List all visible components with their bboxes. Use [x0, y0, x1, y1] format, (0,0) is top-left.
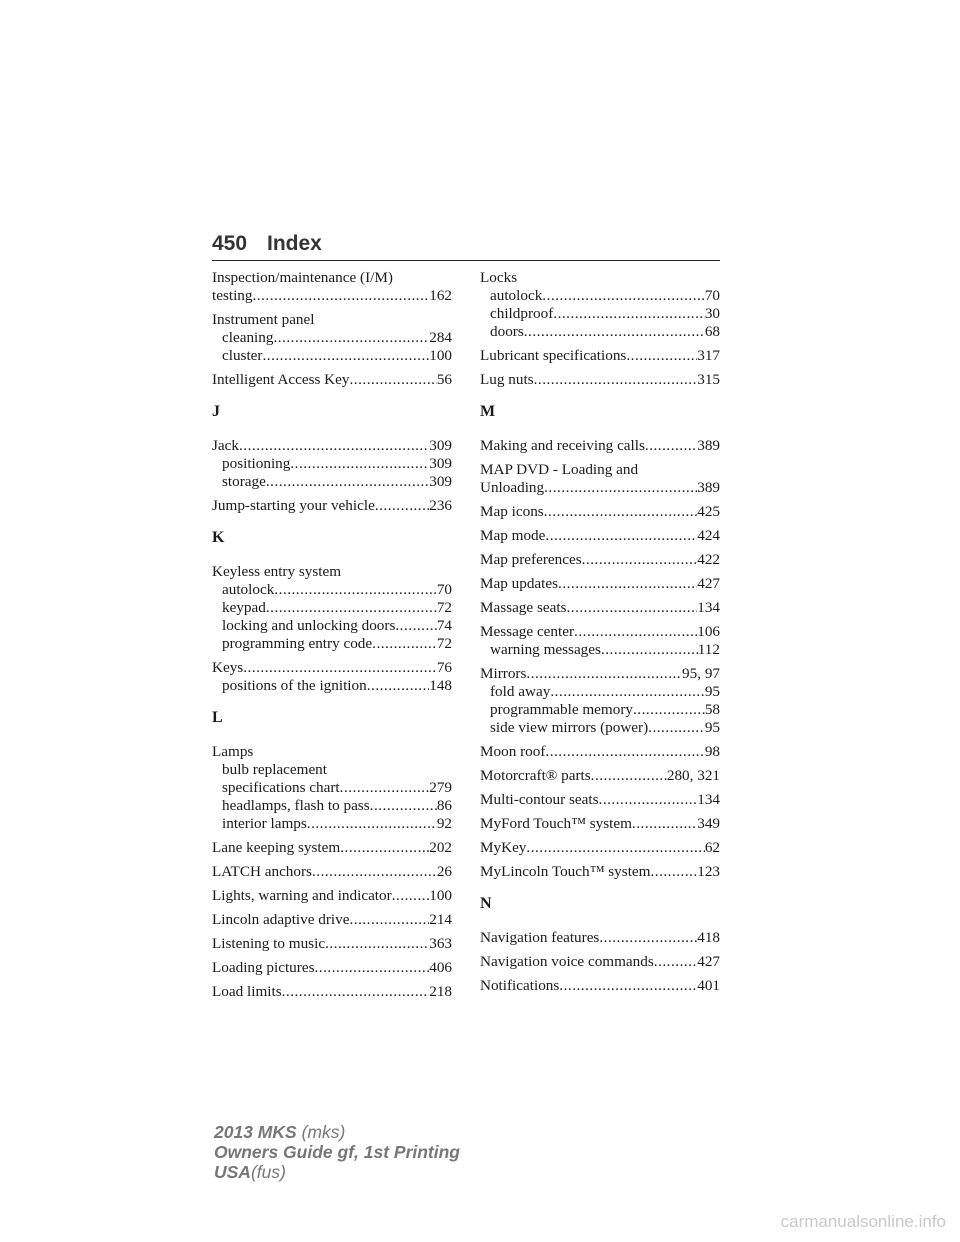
entry-text: Motorcraft® parts — [480, 767, 591, 784]
index-entry — [212, 839, 452, 857]
index-entry-line — [480, 347, 720, 365]
index-subentry-line — [212, 677, 452, 695]
entry-text: positioning — [222, 455, 291, 472]
entry-text: Mirrors — [480, 665, 527, 682]
entry-page-ref: 56 — [436, 371, 452, 388]
index-entry — [480, 839, 720, 857]
leader-dots — [312, 863, 437, 881]
index-entry-line — [480, 479, 720, 497]
index-entry-line — [480, 623, 720, 641]
entry-text: warning messages — [490, 641, 601, 658]
entry-page-ref: 317 — [697, 347, 720, 364]
footer-region: USA — [214, 1162, 251, 1182]
entry-text: Jump-starting your vehicle — [212, 497, 375, 514]
index-entry-line — [480, 953, 720, 971]
entry-page-ref: 58 — [704, 701, 720, 718]
entry-text: Lubricant specifications — [480, 347, 627, 364]
index-subentry-line — [480, 641, 720, 659]
entry-text: Moon roof — [480, 743, 546, 760]
index-entry-line — [480, 665, 720, 683]
entry-text: interior lamps — [222, 815, 307, 832]
index-subentry-line — [212, 329, 452, 347]
index-entry — [212, 311, 452, 365]
index-subentry-line — [212, 473, 452, 491]
entry-page-ref: 389 — [697, 479, 720, 496]
entry-page-ref: 100 — [429, 347, 452, 364]
index-column-right — [480, 269, 720, 1001]
entry-page-ref: 72 — [436, 635, 452, 652]
entry-page-ref: 309 — [429, 437, 452, 454]
leader-dots — [558, 575, 697, 593]
entry-text: Unloading — [480, 479, 545, 496]
leader-dots — [395, 617, 436, 635]
index-subentry-line — [480, 305, 720, 323]
entry-page-ref: 427 — [697, 953, 720, 970]
index-subentry-line — [480, 287, 720, 305]
entry-page-ref: 74 — [436, 617, 452, 634]
leader-dots — [266, 599, 437, 617]
leader-dots — [290, 455, 429, 473]
entry-page-ref: 162 — [429, 287, 452, 304]
index-entry — [480, 929, 720, 947]
page-number: 450 — [212, 232, 248, 255]
entry-page-ref: 92 — [436, 815, 452, 832]
index-entry-line — [212, 269, 452, 287]
index-entry — [212, 959, 452, 977]
entry-page-ref: 106 — [697, 623, 720, 640]
index-entry-line — [212, 659, 452, 677]
leader-dots — [650, 863, 697, 881]
leader-dots — [601, 641, 698, 659]
entry-page-ref: 30 — [704, 305, 720, 322]
entry-text: MAP DVD - Loading and — [480, 461, 639, 478]
entry-text: cluster — [222, 347, 263, 364]
index-entry — [480, 575, 720, 593]
entry-page-ref: 202 — [429, 839, 452, 856]
leader-dots — [553, 305, 705, 323]
entry-text: MyKey — [480, 839, 527, 856]
entry-text: autolock — [222, 581, 275, 598]
index-entry-line — [212, 563, 452, 581]
index-entry — [212, 437, 452, 491]
entry-text: Lights, warning and indicator — [212, 887, 392, 904]
index-entry — [480, 977, 720, 995]
leader-dots — [566, 599, 697, 617]
index-letter-heading: J — [212, 403, 220, 420]
page-title: Index — [267, 232, 322, 255]
entry-text: Map updates — [480, 575, 559, 592]
entry-text: storage — [222, 473, 266, 490]
entry-text: Map preferences — [480, 551, 582, 568]
leader-dots — [253, 287, 430, 305]
index-entry-line — [480, 863, 720, 881]
index-entry — [212, 269, 452, 305]
entry-text: autolock — [490, 287, 543, 304]
leader-dots — [591, 767, 667, 785]
index-subentry-line — [480, 323, 720, 341]
entry-page-ref: 72 — [436, 599, 452, 616]
index-subentry-line — [212, 635, 452, 653]
index-entry-line — [480, 929, 720, 947]
leader-dots — [340, 839, 429, 857]
entry-text: Message center — [480, 623, 575, 640]
index-subentry-line — [480, 683, 720, 701]
entry-page-ref: 62 — [704, 839, 720, 856]
leader-dots — [274, 581, 437, 599]
entry-page-ref: 70 — [436, 581, 452, 598]
index-entry — [480, 623, 720, 659]
entry-text: doors — [490, 323, 524, 340]
index-entry-line — [480, 575, 720, 593]
entry-text: Notifications — [480, 977, 560, 994]
index-letter-heading: K — [212, 529, 225, 546]
index-entry — [480, 815, 720, 833]
entry-page-ref: 112 — [697, 641, 720, 658]
index-entry-line — [480, 743, 720, 761]
entry-text: Keys — [212, 659, 244, 676]
leader-dots — [550, 683, 705, 701]
leader-dots — [243, 659, 437, 677]
index-entry — [480, 863, 720, 881]
entry-page-ref: 406 — [429, 959, 452, 976]
index-entry — [480, 437, 720, 455]
entry-text: Lug nuts — [480, 371, 534, 388]
leader-dots — [526, 839, 704, 857]
entry-page-ref: 148 — [429, 677, 452, 694]
entry-page-ref: 284 — [429, 329, 452, 346]
leader-dots — [524, 323, 705, 341]
index-subentry-line — [480, 719, 720, 737]
leader-dots — [542, 287, 705, 305]
entry-text: Inspection/maintenance (I/M) — [212, 269, 393, 286]
leader-dots — [632, 815, 697, 833]
entry-text: Loading pictures — [212, 959, 315, 976]
leader-dots — [582, 551, 698, 569]
leader-dots — [392, 887, 430, 905]
leader-dots — [349, 911, 429, 929]
leader-dots — [599, 929, 697, 947]
leader-dots — [370, 797, 437, 815]
entry-page-ref: 309 — [429, 473, 452, 490]
leader-dots — [307, 815, 437, 833]
entry-page-ref: 68 — [704, 323, 720, 340]
entry-page-ref: 349 — [697, 815, 720, 832]
index-subentry-line — [212, 797, 452, 815]
index-entry-line — [212, 437, 452, 455]
entry-page-ref: 26 — [436, 863, 452, 880]
entry-page-ref: 95 — [704, 719, 720, 736]
index-entry-line — [212, 839, 452, 857]
entry-text: Massage seats — [480, 599, 567, 616]
index-entry-line — [480, 839, 720, 857]
entry-page-ref: 95 — [704, 683, 720, 700]
index-letter-heading: L — [212, 709, 223, 726]
entry-text: keypad — [222, 599, 266, 616]
index-entry — [480, 551, 720, 569]
index-entry-line — [480, 599, 720, 617]
index-entry-line — [480, 269, 720, 287]
entry-text: Map icons — [480, 503, 544, 520]
entry-text: MyFord Touch™ system — [480, 815, 632, 832]
entry-page-ref: 236 — [429, 497, 452, 514]
index-entry-line — [480, 437, 720, 455]
index-entry-line — [480, 977, 720, 995]
index-entry-line — [212, 287, 452, 305]
entry-page-ref: 363 — [429, 935, 452, 952]
entry-page-ref: 309 — [429, 455, 452, 472]
leader-dots — [526, 665, 682, 683]
index-entry-line — [212, 497, 452, 515]
index-entry — [212, 863, 452, 881]
leader-dots — [545, 527, 697, 545]
index-column-left — [212, 269, 452, 1007]
footer-region-code: (fus) — [250, 1162, 286, 1182]
entry-text: Lane keeping system — [212, 839, 341, 856]
entry-page-ref: 100 — [429, 887, 452, 904]
entry-page-ref: 86 — [436, 797, 452, 814]
entry-text: Lincoln adaptive drive — [212, 911, 350, 928]
entry-text: Navigation features — [480, 929, 600, 946]
leader-dots — [340, 779, 430, 797]
entry-text: side view mirrors (power) — [490, 719, 649, 736]
footer-model: 2013 MKS — [214, 1122, 297, 1142]
leader-dots — [534, 371, 698, 389]
entry-text: Making and receiving calls — [480, 437, 645, 454]
index-subentry-line — [212, 599, 452, 617]
index-subentry-line — [212, 617, 452, 635]
leader-dots — [544, 503, 698, 521]
index-entry-line — [212, 743, 452, 761]
entry-text: Map mode — [480, 527, 546, 544]
leader-dots — [545, 743, 704, 761]
entry-text: Instrument panel — [212, 311, 315, 328]
entry-page-ref: 422 — [697, 551, 720, 568]
leader-dots — [574, 623, 697, 641]
leader-dots — [645, 437, 697, 455]
index-subentry-line — [212, 779, 452, 797]
entry-text: Locks — [480, 269, 518, 286]
entry-page-ref: 427 — [697, 575, 720, 592]
entry-page-ref: 425 — [697, 503, 720, 520]
index-entry-line — [480, 551, 720, 569]
index-entry — [480, 269, 720, 341]
leader-dots — [654, 953, 697, 971]
leader-dots — [282, 983, 430, 1001]
leader-dots — [325, 935, 429, 953]
entry-text: Keyless entry system — [212, 563, 342, 580]
entry-text: cleaning — [222, 329, 274, 346]
entry-text: programming entry code — [222, 635, 373, 652]
index-entry — [212, 911, 452, 929]
entry-text: programmable memory — [490, 701, 633, 718]
index-entry — [480, 371, 720, 389]
leader-dots — [626, 347, 697, 365]
entry-text: MyLincoln Touch™ system — [480, 863, 651, 880]
index-subentry-line — [212, 455, 452, 473]
leader-dots — [599, 791, 698, 809]
entry-text: locking and unlocking doors — [222, 617, 396, 634]
index-entry-line — [212, 983, 452, 1001]
leader-dots — [648, 719, 705, 737]
leader-dots — [273, 329, 429, 347]
index-entry — [212, 935, 452, 953]
index-entry — [480, 791, 720, 809]
entry-page-ref: 418 — [697, 929, 720, 946]
index-entry — [480, 767, 720, 785]
index-entry-line — [480, 503, 720, 521]
index-entry — [480, 527, 720, 545]
index-entry-line — [212, 911, 452, 929]
index-letter-heading: M — [480, 403, 496, 420]
leader-dots — [559, 977, 697, 995]
leader-dots — [266, 473, 429, 491]
index-entry — [480, 953, 720, 971]
index-entry-line — [480, 767, 720, 785]
entry-text: fold away — [490, 683, 551, 700]
index-entry-line — [480, 791, 720, 809]
index-entry — [480, 665, 720, 737]
index-letter-heading: N — [480, 895, 492, 912]
entry-page-ref: 424 — [697, 527, 720, 544]
entry-page-ref: 123 — [697, 863, 720, 880]
entry-page-ref: 279 — [429, 779, 452, 796]
entry-page-ref: 95, 97 — [682, 665, 720, 682]
leader-dots — [544, 479, 697, 497]
entry-text: specifications chart — [222, 779, 340, 796]
entry-page-ref: 70 — [704, 287, 720, 304]
index-entry-line — [480, 815, 720, 833]
index-entry — [212, 887, 452, 905]
leader-dots — [372, 635, 437, 653]
entry-page-ref: 134 — [697, 791, 720, 808]
leader-dots — [262, 347, 429, 365]
index-entry — [212, 659, 452, 695]
entry-text: Load limits — [212, 983, 282, 1000]
index-entry-line — [480, 527, 720, 545]
leader-dots — [375, 497, 429, 515]
entry-page-ref: 401 — [697, 977, 720, 994]
leader-dots — [633, 701, 705, 719]
index-subentry-line — [212, 815, 452, 833]
entry-page-ref: 76 — [436, 659, 452, 676]
index-subentry-line — [212, 347, 452, 365]
entry-text: Listening to music — [212, 935, 326, 952]
entry-text: bulb replacement — [222, 761, 327, 778]
entry-text: LATCH anchors — [212, 863, 312, 880]
index-entry — [480, 503, 720, 521]
entry-text: headlamps, flash to pass — [222, 797, 370, 814]
leader-dots — [350, 371, 437, 389]
entry-page-ref: 218 — [429, 983, 452, 1000]
index-entry — [212, 497, 452, 515]
entry-page-ref: 315 — [697, 371, 720, 388]
entry-text: Navigation voice commands — [480, 953, 654, 970]
entry-text: Lamps — [212, 743, 254, 760]
index-entry-line — [212, 887, 452, 905]
entry-text: positions of the ignition — [222, 677, 367, 694]
index-entry — [212, 743, 452, 833]
index-entry — [480, 743, 720, 761]
document-footer — [214, 1122, 460, 1182]
index-subentry-line — [480, 701, 720, 719]
index-subentry-line — [212, 761, 452, 779]
entry-text: Jack — [212, 437, 239, 454]
index-entry — [212, 371, 452, 389]
footer-guide: Owners Guide gf, 1st Printing — [214, 1142, 460, 1162]
watermark: carmanualsonline.info — [780, 1212, 946, 1231]
leader-dots — [315, 959, 430, 977]
entry-page-ref: 214 — [429, 911, 452, 928]
index-entry-line — [212, 371, 452, 389]
footer-model-code: (mks) — [301, 1122, 346, 1142]
index-entry — [480, 347, 720, 365]
entry-text: Intelligent Access Key — [212, 371, 350, 388]
entry-page-ref: 98 — [704, 743, 720, 760]
index-entry — [480, 599, 720, 617]
entry-text: Multi-contour seats — [480, 791, 599, 808]
leader-dots — [239, 437, 429, 455]
index-subentry-line — [212, 581, 452, 599]
page-header — [212, 232, 720, 261]
index-entry — [212, 983, 452, 1001]
entry-text: childproof — [490, 305, 554, 322]
index-entry-line — [212, 311, 452, 329]
entry-page-ref: 134 — [697, 599, 720, 616]
index-entry-line — [480, 461, 720, 479]
entry-text: testing — [212, 287, 253, 304]
entry-page-ref: 389 — [697, 437, 720, 454]
index-entry-line — [212, 959, 452, 977]
index-entry — [480, 461, 720, 497]
index-entry — [212, 563, 452, 653]
index-entry-line — [480, 371, 720, 389]
leader-dots — [367, 677, 430, 695]
index-entry-line — [212, 935, 452, 953]
index-entry-line — [212, 863, 452, 881]
entry-page-ref: 280, 321 — [666, 767, 720, 784]
